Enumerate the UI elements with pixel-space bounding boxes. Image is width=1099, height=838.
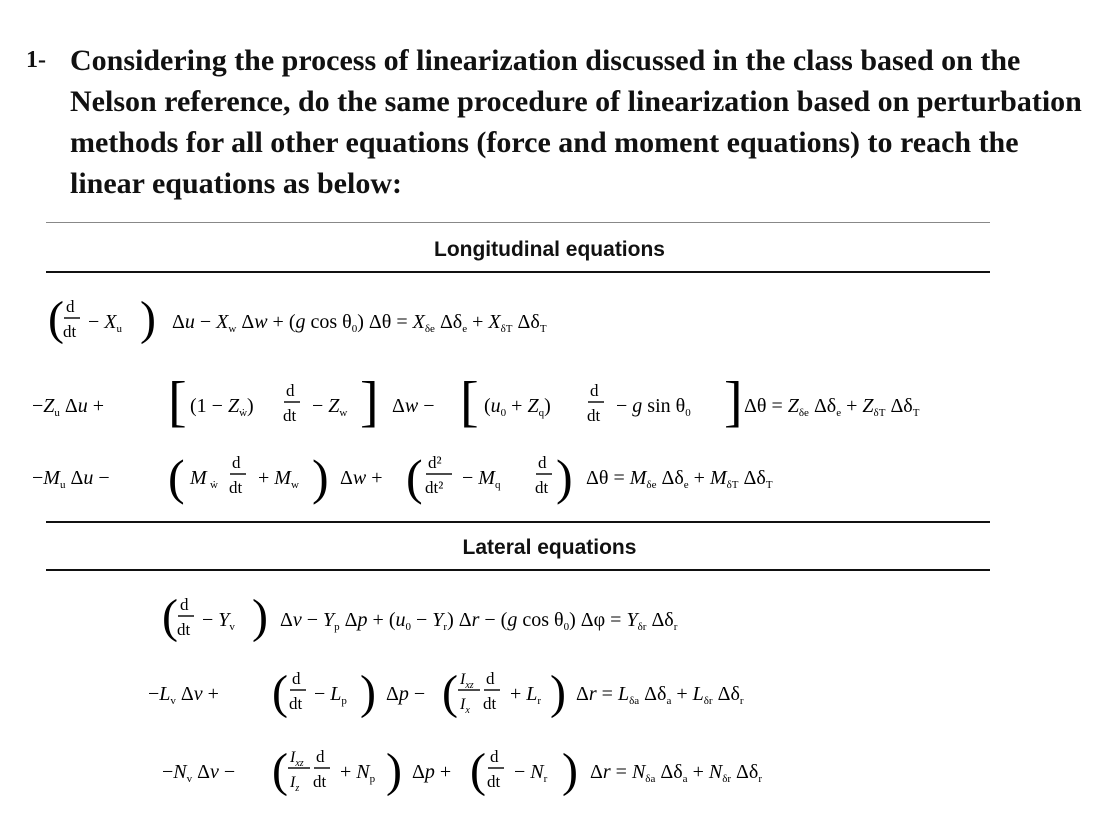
svg-text:(: ( — [162, 590, 178, 643]
svg-text:]: ] — [360, 372, 379, 432]
svg-text:Δv − Yp Δp + (u0 − Yr) Δr − (g: $\Delta v - Y_p$ $\Delta p + (u_0 - Y_r) \Delta r - (g$ $\cos \theta_0$) $\Delta\varphi = Y_{\delta r}$ $\Delta\delta_r$ — [280, 609, 678, 633]
svg-text:dt: dt — [283, 406, 297, 425]
longitudinal-equation-3 — [30, 448, 870, 508]
svg-text:ẇ: ẇ — [210, 479, 218, 491]
svg-text:−Mu Δu −: $-M_u$ Δu − — [32, 467, 110, 491]
svg-text:): ) — [386, 744, 402, 797]
lateral-equation-2 — [146, 662, 886, 722]
svg-text:−Lv Δv +: $-L_v$ Δv + — [148, 683, 219, 707]
divider-lateral-top — [46, 521, 990, 523]
svg-text:d: d — [66, 297, 75, 316]
svg-text:Ix: $I_x$ — [460, 696, 470, 716]
svg-text:− Xu: − $X_u$ — [88, 311, 122, 335]
svg-text:d²: d² — [428, 453, 442, 472]
svg-text:dt: dt — [487, 772, 501, 791]
svg-text:− Lp: − $L_p$ — [314, 683, 347, 707]
longitudinal-equation-2 — [30, 372, 1020, 432]
svg-text:M: M — [190, 467, 207, 489]
question-number: 1- — [26, 47, 46, 73]
svg-text:dt: dt — [483, 694, 497, 713]
svg-text:): ) — [550, 666, 566, 719]
svg-text:dt: dt — [63, 322, 77, 341]
svg-text:(: ( — [442, 666, 458, 719]
svg-text:− g sin θ0: − g $\sin \theta_0$ — [616, 395, 691, 419]
svg-text:(: ( — [272, 744, 288, 797]
svg-text:+ Np: + $N_p$ — [340, 761, 376, 785]
svg-text:−Zu Δu +: $-Z_u$ Δu + — [32, 395, 105, 419]
longitudinal-title: Longitudinal equations — [434, 238, 665, 261]
svg-text:dt: dt — [587, 406, 601, 425]
svg-text:): ) — [252, 590, 268, 643]
svg-text:(1 − Zẇ): $(1 - Z_ẇ)$ — [190, 395, 254, 419]
svg-text:d: d — [292, 669, 301, 688]
svg-text:d: d — [538, 453, 547, 472]
svg-text:Ixz: $I_{xz}$ — [460, 671, 474, 691]
svg-text:d: d — [316, 747, 325, 766]
svg-text:Δp −: Δp − — [386, 683, 426, 705]
svg-text:Δr = Lδa Δδa + Lδr Δδr: $\Delta r = L_{\delta a}$ $\Delta\delta_a + L_{\delta r}$ $\Delta\delta_r$ — [576, 683, 744, 707]
svg-text:−Nv Δv −: $-N_v$ Δv − — [162, 761, 236, 785]
svg-text:+ Lr: + $L_r$ — [510, 683, 542, 707]
svg-text:dt: dt — [177, 620, 191, 639]
svg-text:(: ( — [272, 666, 288, 719]
svg-text:Δw +: Δw + — [340, 467, 383, 489]
svg-text:d: d — [180, 595, 189, 614]
svg-text:+ Mw: + $M_w$ — [258, 467, 299, 491]
divider-lateral — [46, 569, 990, 571]
svg-text:dt: dt — [313, 772, 327, 791]
longitudinal-equation-1 — [46, 290, 766, 350]
svg-text:d: d — [590, 381, 599, 400]
svg-text:): ) — [562, 744, 578, 797]
svg-text:− Zw: − $Z_w$ — [312, 395, 348, 419]
svg-text:): ) — [140, 292, 156, 345]
svg-text:d: d — [286, 381, 295, 400]
svg-text:d: d — [232, 453, 241, 472]
svg-text:[: [ — [460, 372, 479, 432]
svg-text:Δp +: Δp + — [412, 761, 452, 783]
svg-text:dt: dt — [535, 478, 549, 497]
svg-text:d: d — [486, 669, 495, 688]
svg-text:− Yv: − $Y_v$ — [202, 609, 235, 633]
lateral-title: Lateral equations — [462, 536, 637, 559]
question-block — [26, 40, 1086, 204]
svg-text:Ixz: $I_{xz}$ — [290, 749, 304, 769]
svg-text:Δu − Xw Δw + (g cos θ0) Δθ = X: $\Delta u - X_w$ Δw + (g $\cos \theta_0$) $\Delta\theta = X_{\delta e}$ $\Delta\delta_e + X_{\delta T}$ $\Delta\delta_T$ — [172, 311, 547, 335]
divider-top — [46, 222, 990, 223]
divider-longitudinal — [46, 271, 990, 273]
svg-text:dt²: dt² — [425, 478, 444, 497]
svg-text:dt: dt — [289, 694, 303, 713]
svg-text:): ) — [556, 449, 573, 505]
svg-text:]: ] — [724, 372, 743, 432]
svg-text:− Nr: − $N_r$ — [514, 761, 548, 785]
svg-text:d: d — [490, 747, 499, 766]
svg-text:): ) — [312, 449, 329, 505]
svg-text:Δr = Nδa Δδa + Nδr Δδr: $\Delta r = N_{\delta a}$ $\Delta\delta_a + N_{\delta r}$ $\Delta\delta_r$ — [590, 761, 763, 785]
svg-text:(: ( — [406, 449, 423, 505]
svg-text:(: ( — [168, 449, 185, 505]
svg-text:Δθ = Mδe Δδe + MδT ΔδT: $\Delta\theta = M_{\delta e}$ $\Delta\delta_e + M_{\delta T}$ $\Delta\delta_T$ — [586, 467, 773, 491]
svg-text:− Mq: − $M_q$ — [462, 467, 501, 491]
svg-text:(: ( — [48, 292, 64, 345]
svg-text:Iz: $I_z$ — [290, 774, 300, 794]
svg-text:[: [ — [168, 372, 187, 432]
lateral-equation-3 — [160, 740, 900, 800]
svg-text:dt: dt — [229, 478, 243, 497]
lateral-equation-1 — [160, 588, 880, 648]
svg-text:Δw −: Δw − — [392, 395, 435, 417]
svg-text:(u0 + Zq): $(u_0 + Z_q)$ — [484, 395, 551, 419]
svg-text:Δθ = Zδe Δδe + ZδT ΔδT: $\Delta\theta = Z_{\delta e}$ $\Delta\delta_e + Z_{\delta T}$ $\Delta\delta_T$ — [744, 395, 920, 419]
svg-text:(: ( — [470, 744, 486, 797]
question-text: Considering the process of linearization discussed in the class based on the Nelson reference, do the same procedure of linearization based on perturbation methods for all other equations (force and moment equations) to reach the linear equations as below: — [70, 44, 1082, 200]
svg-text:): ) — [360, 666, 376, 719]
